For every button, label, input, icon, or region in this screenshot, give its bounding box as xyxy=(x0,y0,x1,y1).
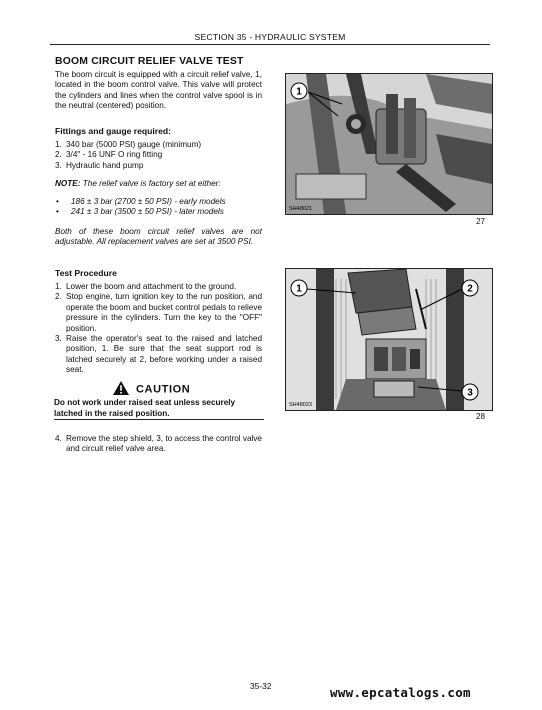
figure-number: 28 xyxy=(476,412,486,421)
svg-text:3: 3 xyxy=(467,387,473,399)
note-list xyxy=(55,197,262,218)
list-item: 3. Raise the operator's seat to the raised and latched position, 1. Be sure that the seat support rod is latched securely at 2, before working under a raised seat. xyxy=(55,334,262,375)
page-title: BOOM CIRCUIT RELIEF VALVE TEST xyxy=(55,56,244,67)
callout-3 xyxy=(462,384,478,400)
raised-seat-illustration xyxy=(286,269,492,410)
svg-text:2: 2 xyxy=(467,283,473,295)
callout-1 xyxy=(291,280,307,296)
figure-number: 27 xyxy=(476,217,486,226)
figure-raised-seat xyxy=(285,268,493,411)
test-steps-continued xyxy=(55,434,262,455)
caution-text: Do not work under raised seat unless securely latched in the raised position. xyxy=(54,398,236,418)
svg-text:1: 1 xyxy=(296,283,302,295)
list-item: 3. Hydraulic hand pump xyxy=(55,160,144,170)
warning-triangle-icon xyxy=(113,381,129,395)
section-header: SECTION 35 - HYDRAULIC SYSTEM xyxy=(194,32,346,42)
intro-paragraph: The boom circuit is equipped with a circuit relief valve, 1, located in the boom control valve. This valve will protect the cylinders and lines when the control valve spool is in the neutral (centered) position. xyxy=(55,70,262,111)
list-item: 1. Lower the boom and attachment to the ground. xyxy=(55,282,237,291)
page-number: 35-32 xyxy=(250,681,272,691)
note-label: NOTE: xyxy=(55,179,81,188)
fittings-heading: Fittings and gauge required: xyxy=(55,126,172,136)
list-item: 4. Remove the step shield, 3, to access the control valve and circuit relief valve area. xyxy=(55,434,262,454)
header-rule xyxy=(50,44,490,45)
list-item: 1. 340 bar (5000 PSI) gauge (minimum) xyxy=(55,140,202,149)
note xyxy=(55,179,262,189)
figure-code: SH48021 xyxy=(289,206,312,212)
figure-code: SH48023 xyxy=(289,402,312,408)
site-watermark: www.epcatalogs.com xyxy=(330,685,471,700)
list-item: • 186 ± 3 bar (2700 ± 50 PSI) - early models xyxy=(56,197,226,206)
figure-relief-valve xyxy=(285,73,493,215)
caution-rule xyxy=(54,419,264,420)
callout-1 xyxy=(291,83,307,99)
callout-2 xyxy=(462,280,478,296)
relief-valve-illustration xyxy=(286,74,492,214)
list-item: • 241 ± 3 bar (3500 ± 50 PSI) - later models xyxy=(56,207,224,217)
svg-text:1: 1 xyxy=(296,86,302,98)
fittings-list xyxy=(55,140,262,171)
note-text: The relief valve is factory set at either: xyxy=(80,179,221,188)
list-item: 2. Stop engine, turn ignition key to the run position, and operate the boom and bucket control pedals to relieve pressure in the cylinders. Turn the key to the "OFF" position. xyxy=(55,292,262,333)
caution-banner xyxy=(112,380,212,396)
test-procedure-heading: Test Procedure xyxy=(55,268,117,278)
list-item: 2. 3/4" - 16 UNF O ring fitting xyxy=(55,150,163,160)
test-steps xyxy=(55,282,262,376)
caution-label: CAUTION xyxy=(136,383,191,396)
valves-note: Both of these boom circuit relief valves are not adjustable. All replacement valves are set at 3500 PSI. xyxy=(55,227,262,247)
